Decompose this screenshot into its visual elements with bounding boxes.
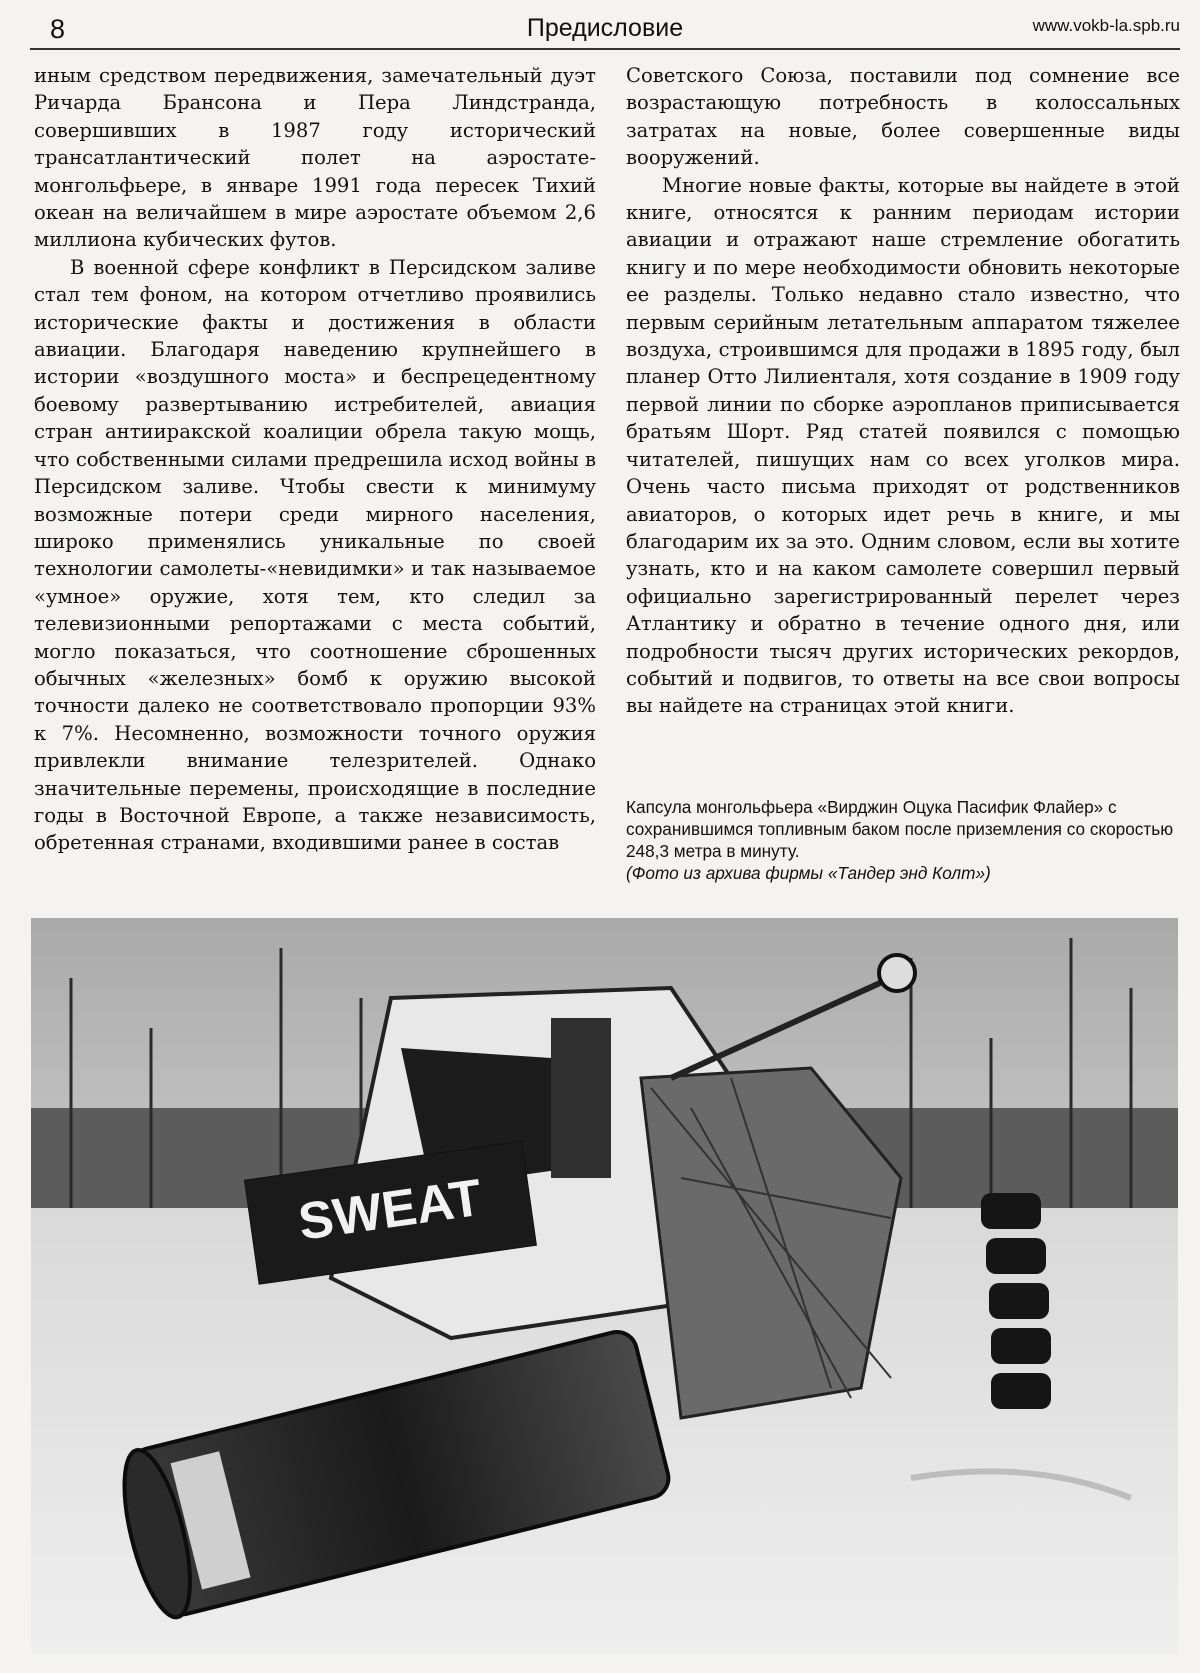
photo-caption bbox=[626, 796, 1180, 884]
left-column bbox=[34, 62, 596, 857]
paragraph: Многие новые факты, которые вы найдете в этой книге, относятся к ранним периодам истории авиации и отражают наше стремление обогатить книгу и по мере необходимости обновить некоторые ее разделы. Только недавно стало известно, что первым серийным летательным аппаратом тяжелее воздуха, строившимся для продажи в 1895 году, был планер Отто Лилиенталя, хотя создание в 1909 году первой линии по сборке аэропланов приписывается братьям Шорт. Ряд статей появился с помощью читателей, пишущих нам со всех уголков мира. Очень часто письма приходят от родственников авиаторов, о которых идет речь в книге, и мы благодарим их за это. Одним словом, если вы хотите узнать, кто и на каком самолете совершил первый официально зарегистрированный перелет через Атлантику и обратно в течение одного дня, или подробности тысяч других исторических рекордов, событий и подвигов, то ответы на все свои вопросы вы найдете на страницах этой книги. bbox=[626, 173, 1180, 718]
capsule-door bbox=[551, 1018, 611, 1178]
caption-text: Капсула монгольфьера «Вирджин Оцука Пасифик Флайер» с сохранившимся топливным баком после приземления со скоростью 248,3 метра в минуту. bbox=[626, 797, 1174, 861]
capsule-photo bbox=[31, 918, 1178, 1654]
capsule-photo-drawing bbox=[31, 918, 1178, 1654]
running-title: Предисловие bbox=[526, 14, 684, 42]
paragraph: иным средством передвижения, замечательный дуэт Ричарда Брансона и Пера Линдстранда, совершивших в 1987 году исторический трансатлантический полет на аэростате-монгольфьере, в январе 1991 года пересек Тихий океан на величайшем в мире аэростате объемом 2,6 миллиона кубических футов. bbox=[34, 64, 596, 252]
site-url: www.vokb-la.spb.ru bbox=[1032, 16, 1180, 35]
antenna-dish bbox=[879, 955, 915, 991]
paragraph: Советского Союза, поставили под сомнение все возрастающую потребность в колоссальных затратах на новые, более совершенные виды вооружений. bbox=[626, 64, 1180, 170]
page-header bbox=[30, 10, 1180, 50]
page-number: 8 bbox=[50, 14, 66, 44]
sponsor-text: SWEAT bbox=[295, 1168, 486, 1252]
caption-credit: (Фото из архива фирмы «Тандер энд Колт») bbox=[626, 863, 991, 883]
right-column bbox=[626, 62, 1180, 720]
header-rule bbox=[30, 48, 1180, 50]
paragraph: В военной сфере конфликт в Персидском заливе стал тем фоном, на котором отчетливо проявились исторические факты и достижения в области авиации. Благодаря наведению крупнейшего в истории «воздушного моста» и беспрецедентному боевому развертыванию истребителей, авиация стран антииракской коалиции обрела такую мощь, что собственными силами предрешила исход войны в Персидском заливе. Чтобы свести к минимуму возможные потери среди мирного населения, широко применялись уникальные по своей технологии самолеты-«невидимки» и так называемое «умное» оружие, хотя тем, кто следил за телевизионными репортажами с места событий, могло показаться, что соотношение сброшенных обычных «железных» бомб к оружию высокой точности далеко не соответствовало пропорции 93% к 7%. Несомненно, возможности точного оружия привлекли внимание телезрителей. Однако значительные перемены, происходящие в последние годы в Восточной Европе, а также независимость, обретенная странами, входившими ранее в состав bbox=[34, 255, 596, 855]
